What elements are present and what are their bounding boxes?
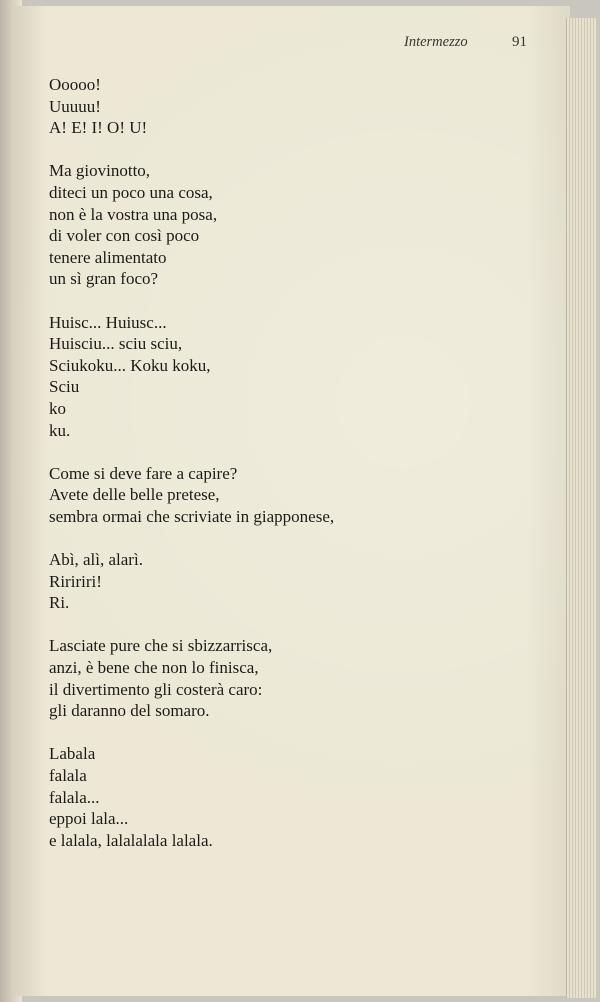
stanza (49, 635, 549, 721)
poem-line: il divertimento gli costerà caro: (49, 679, 263, 699)
poem-line: Lasciate pure che si sbizzarrisca, (49, 636, 273, 656)
stanza (49, 160, 549, 290)
poem-line: di voler con così poco (49, 226, 200, 246)
poem-line: Avete delle belle pretese, (49, 485, 220, 505)
poem-line: Huisciu... sciu sciu, (49, 334, 183, 354)
poem-body (49, 74, 549, 873)
poem-line: falala... (49, 787, 100, 807)
poem-line: Uuuuu! (49, 96, 101, 116)
poem-line: e lalala, lalalalala lalala. (49, 830, 213, 850)
poem-line: sembra ormai che scriviate in giapponese, (49, 506, 335, 526)
poem-line: non è la vostra una posa, (49, 204, 218, 224)
poem-line: diteci un poco una cosa, (49, 182, 213, 202)
poem-line: Labala (49, 744, 96, 764)
poem-line: Ma giovinotto, (49, 161, 151, 181)
stanza (49, 743, 549, 851)
stanza (49, 549, 549, 614)
poem-line: A! E! I! O! U! (49, 118, 148, 138)
poem-line: ku. (49, 420, 71, 440)
poem-line: Riririri! (49, 571, 102, 591)
poem-line: anzi, è bene che non lo finisca, (49, 658, 259, 678)
stanza (49, 463, 549, 528)
stanza (49, 74, 549, 139)
page-edges (566, 18, 597, 998)
poem-line: Huisc... Huiusc... (49, 312, 167, 332)
poem-line: Sciu (49, 377, 80, 397)
running-title: Intermezzo (404, 34, 468, 50)
stanza (49, 312, 549, 442)
poem-line: Sciukoku... Koku koku, (49, 355, 211, 375)
poem-line: ko (49, 398, 66, 418)
poem-line: Abì, alì, alarì. (49, 550, 143, 570)
page-header (400, 34, 540, 54)
poem-line: falala (49, 766, 87, 785)
poem-line: Ri. (49, 593, 70, 613)
poem-line: gli daranno del somaro. (49, 701, 210, 721)
poem-line: Come si deve fare a capire? (49, 463, 238, 483)
poem-line: un sì gran foco? (49, 269, 159, 289)
page-number: 91 (512, 34, 527, 50)
poem-line: Ooooo! (49, 75, 101, 94)
poem-line: tenere alimentato (49, 247, 167, 267)
poem-line: eppoi lala... (49, 809, 129, 829)
